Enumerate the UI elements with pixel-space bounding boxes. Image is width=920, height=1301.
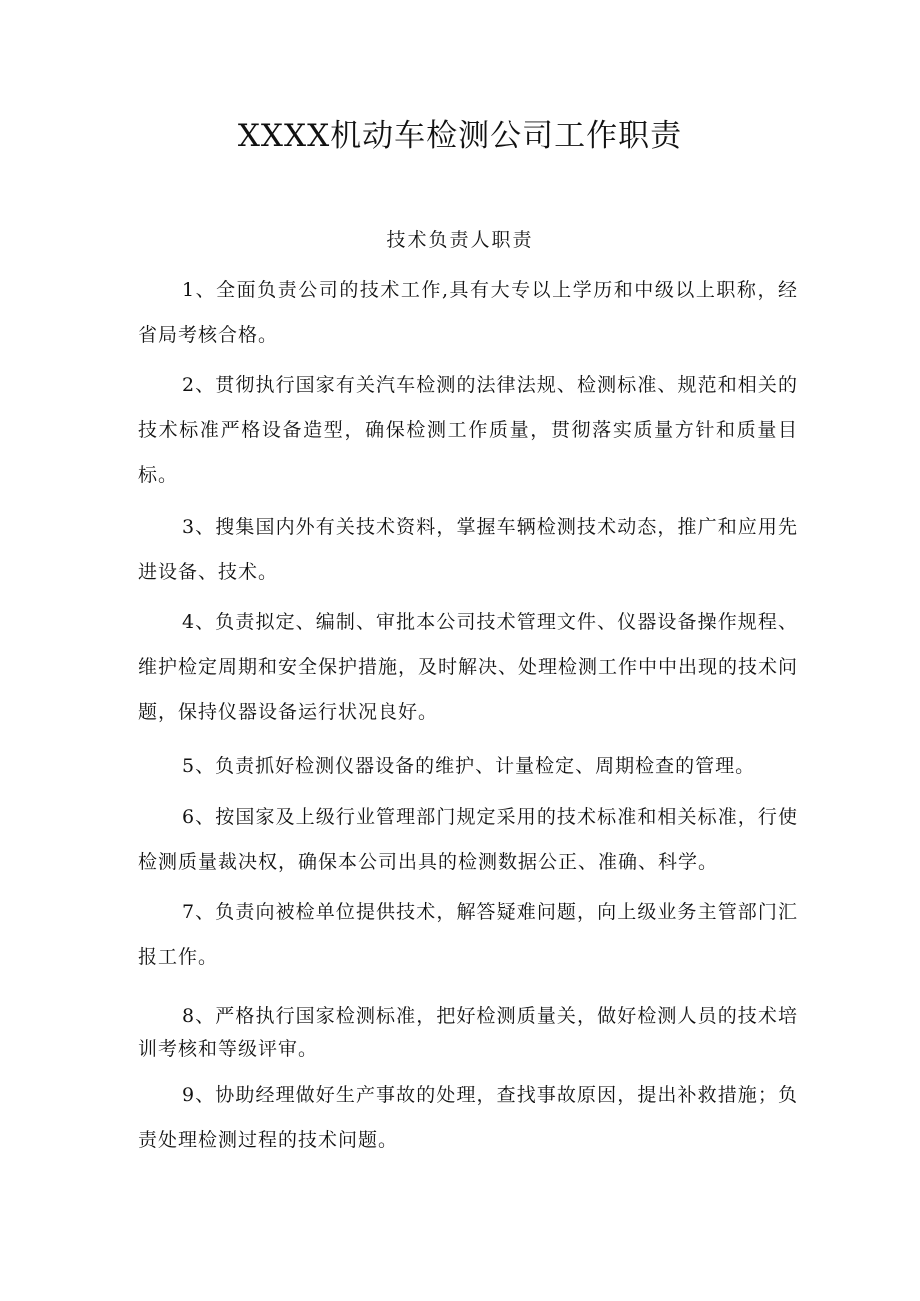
- duty-paragraph-7: 7、负责向被检单位提供技术，解答疑难问题，向上级业务主管部门汇报工作。: [138, 901, 798, 968]
- duty-paragraph-9: 9、协助经理做好生产事故的处理，查找事故原因，提出补救措施；负责处理检测过程的技术问题。: [138, 1084, 798, 1151]
- duty-paragraph-6: 6、按国家及上级行业管理部门规定采用的技术标准和相关标准，行使检测质量裁决权，确保本公司出具的检测数据公正、准确、科学。: [138, 806, 798, 873]
- duty-paragraph-3: 3、搜集国内外有关技术资料，掌握车辆检测技术动态，推广和应用先进设备、技术。: [138, 516, 798, 583]
- duty-paragraph-1: 1、全面负责公司的技术工作,具有大专以上学历和中级以上职称，经省局考核合格。: [138, 279, 798, 346]
- document-title: XXXX机动车检测公司工作职责: [237, 118, 683, 154]
- duty-paragraph-2: 2、贯彻执行国家有关汽车检测的法律法规、检测标准、规范和相关的技术标准严格设备造型，确保检测工作质量，贯彻落实质量方针和质量目标。: [138, 374, 798, 486]
- duty-paragraph-5: 5、负责抓好检测仪器设备的维护、计量检定、周期检查的管理。: [182, 755, 756, 777]
- duty-paragraph-4: 4、负责拟定、编制、审批本公司技术管理文件、仪器设备操作规程、维护检定周期和安全保护措施，及时解决、处理检测工作中中出现的技术问题，保持仪器设备运行状况良好。: [138, 611, 799, 723]
- duty-paragraph-8: 8、严格执行国家检测标准，把好检测质量关，做好检测人员的技术培训考核和等级评审。: [138, 1005, 798, 1060]
- section-title: 技术负责人职责: [386, 229, 534, 251]
